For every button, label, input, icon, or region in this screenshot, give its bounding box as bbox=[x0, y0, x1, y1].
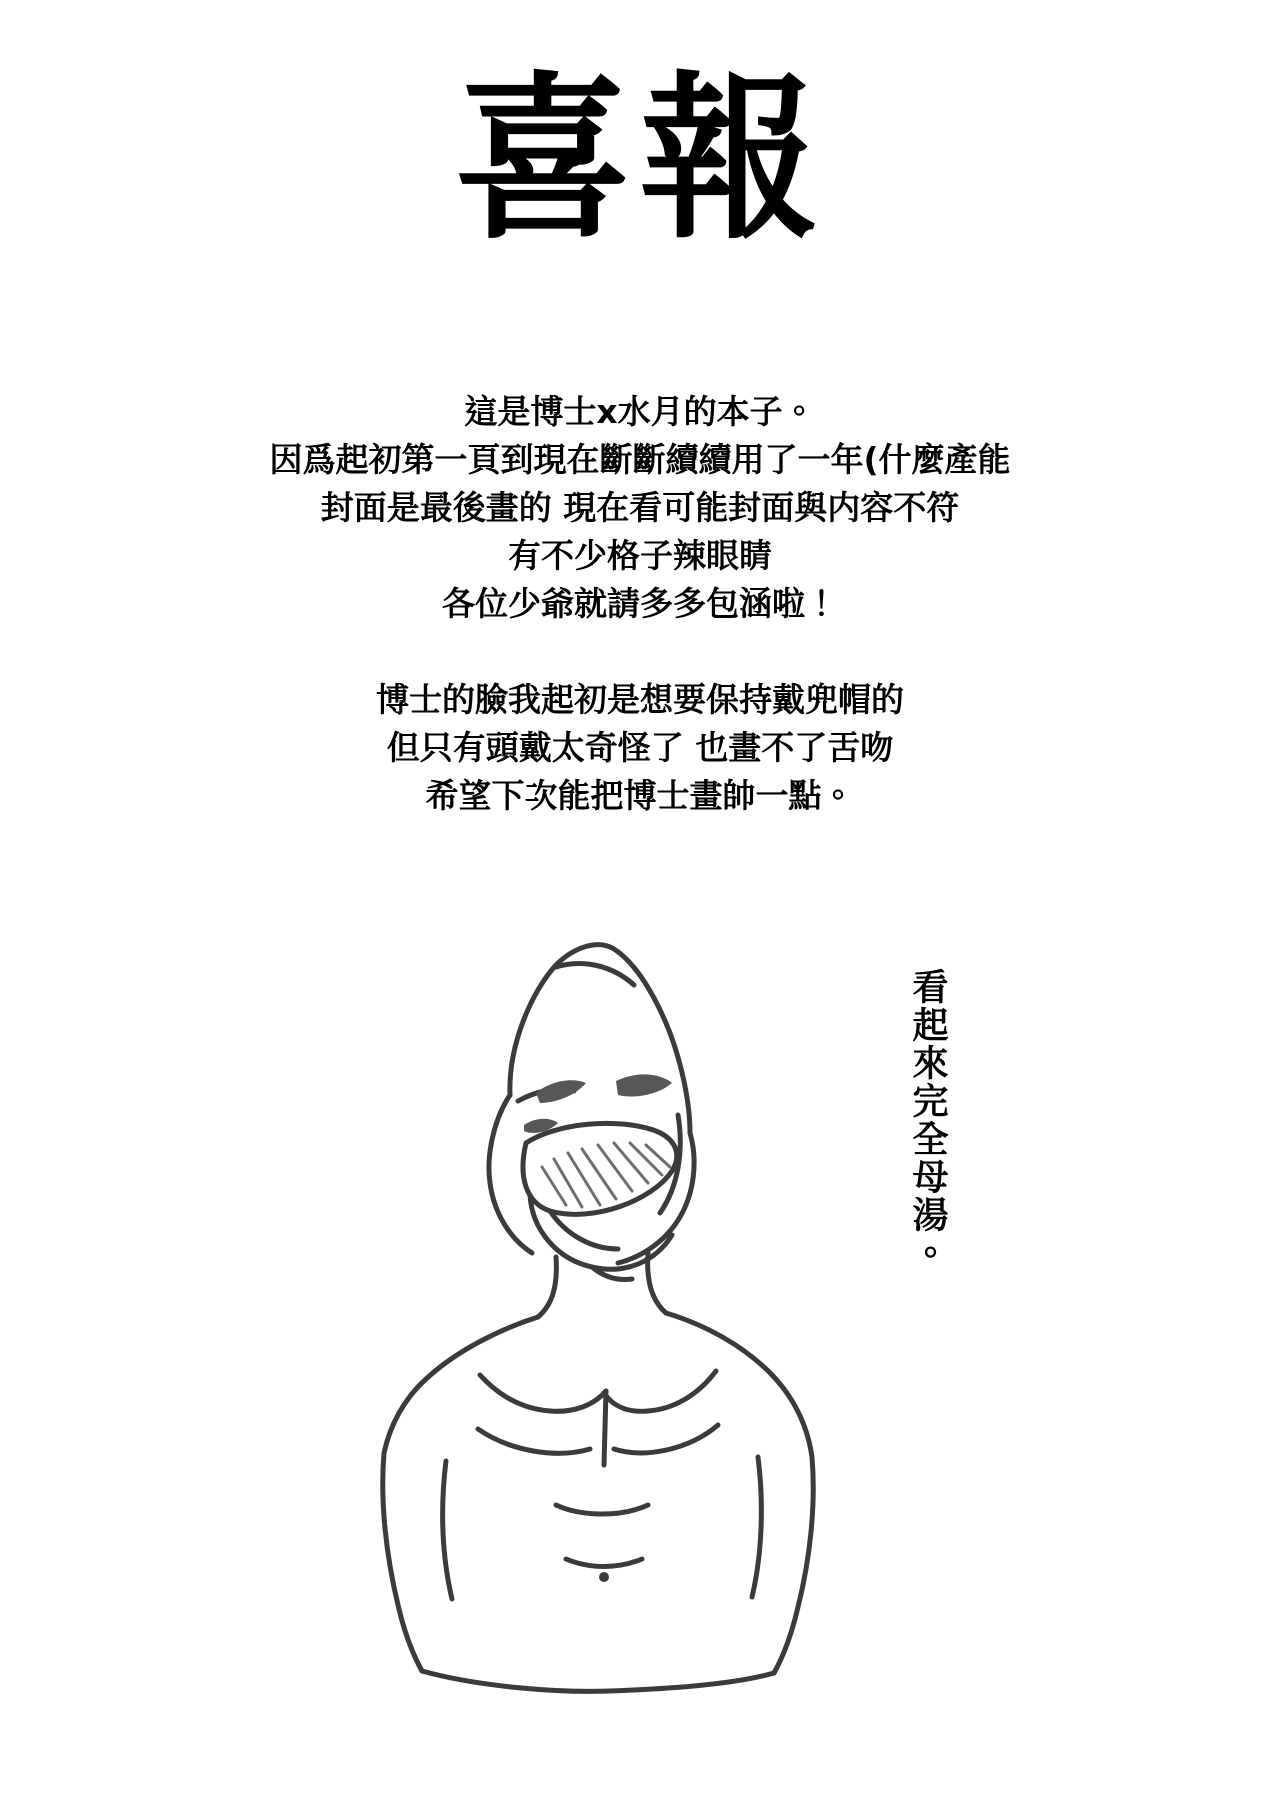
text-line: 這是博士x水月的本子。 bbox=[464, 392, 816, 431]
paragraph-spacer bbox=[0, 628, 1280, 676]
text-line: 希望下次能把博士畫帥一點。 bbox=[425, 776, 855, 815]
text-line: 博士的臉我起初是想要保持戴兜帽的 bbox=[376, 680, 904, 719]
hand-drawn-figure-illustration bbox=[360, 905, 860, 1695]
page-title: 喜報 bbox=[454, 56, 826, 263]
text-line: 但只有頭戴太奇怪了 也畫不了舌吻 bbox=[386, 728, 894, 767]
text-line: 有不少格子辣眼睛 bbox=[508, 536, 772, 575]
text-line: 各位少爺就請多多包涵啦！ bbox=[442, 584, 838, 623]
body-text-block bbox=[0, 388, 1280, 820]
paragraph-intro bbox=[0, 388, 1280, 628]
vertical-caption: 看起來完全母湯。 bbox=[907, 968, 948, 1272]
text-line: 封面是最後畫的 現在看可能封面與内容不符 bbox=[320, 488, 960, 527]
paragraph-note bbox=[0, 676, 1280, 820]
text-line: 因爲起初第一頁到現在斷斷續續用了一年(什麼產能 bbox=[269, 440, 1011, 479]
